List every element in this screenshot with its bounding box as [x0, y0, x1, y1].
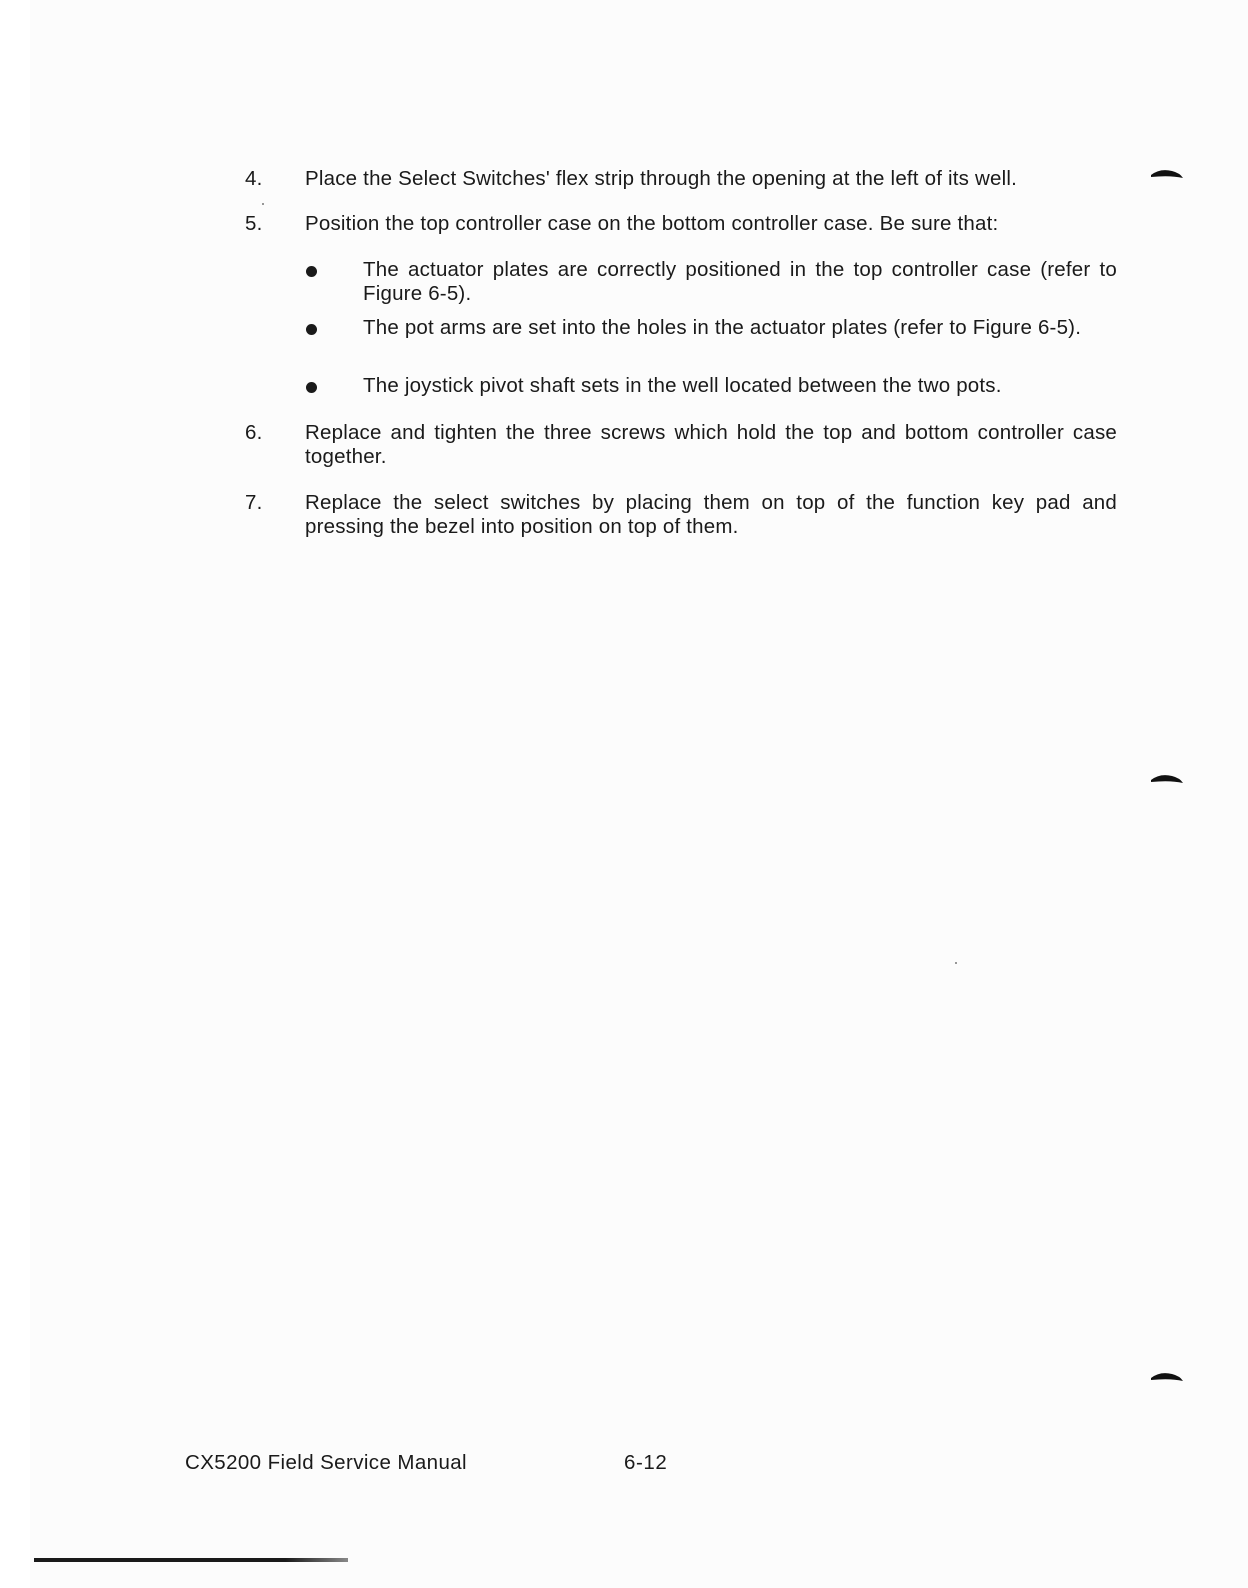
bullet-icon — [306, 266, 317, 277]
step-text: Replace and tighten the three screws which hold the top and bottom controller case together. — [305, 421, 1117, 468]
binding-mark-icon — [1150, 168, 1184, 180]
step-number: 5. — [245, 212, 263, 235]
step-text: Replace the select switches by placing them on top of the function key pad and pressing the bezel into position on top of them. — [305, 491, 1117, 538]
bullet-text: The actuator plates are correctly positioned in the top controller case (refer to Figure 6-5). — [363, 258, 1117, 305]
bottom-rule — [34, 1558, 348, 1562]
page-number: 6-12 — [624, 1451, 668, 1474]
manual-title: CX5200 Field Service Manual — [185, 1451, 467, 1474]
binding-mark-icon — [1150, 773, 1184, 785]
page-margin — [0, 0, 30, 1588]
scan-speck — [262, 203, 264, 205]
step-number: 4. — [245, 167, 263, 190]
bullet-text: The joystick pivot shaft sets in the well located between the two pots. — [363, 374, 1002, 397]
bullet-text: The pot arms are set into the holes in the actuator plates (refer to Figure 6-5). — [363, 316, 1082, 339]
bullet-icon — [306, 324, 317, 335]
binding-mark-icon — [1150, 1371, 1184, 1383]
step-text: Position the top controller case on the bottom controller case. Be sure that: — [305, 212, 999, 235]
step-number: 6. — [245, 421, 263, 444]
bullet-icon — [306, 382, 317, 393]
step-text: Place the Select Switches' flex strip through the opening at the left of its well. — [305, 167, 1017, 190]
step-number: 7. — [245, 491, 263, 514]
scan-speck — [955, 962, 957, 964]
